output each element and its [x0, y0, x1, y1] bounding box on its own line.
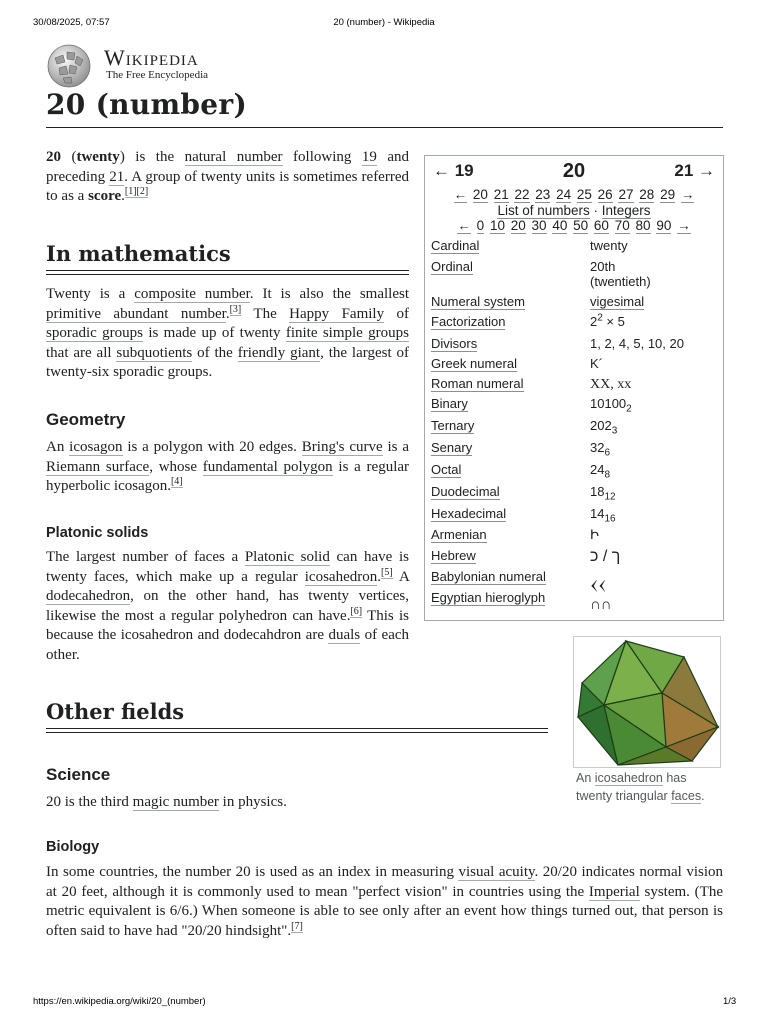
link-caption-icosahedron[interactable]: icosahedron: [594, 771, 663, 785]
wikipedia-wordmark: Wikipedia: [104, 45, 199, 70]
heading-science: Science: [46, 765, 111, 784]
link-fundamental-polygon[interactable]: fundamental polygon: [202, 458, 333, 475]
infobox-row-label[interactable]: Babylonian numeral: [431, 569, 546, 584]
infobox-row-value: ∩∩: [590, 596, 612, 613]
infobox-row-value: $202_3$: [590, 418, 618, 437]
infobox-row-label[interactable]: Cardinal: [431, 238, 480, 253]
infobox-nav-item[interactable]: ←: [453, 187, 468, 202]
infobox-nav-units: [425, 187, 723, 202]
infobox-nav-item[interactable]: →: [680, 187, 695, 202]
infobox-row-value: Κ´: [590, 356, 603, 371]
link-happy-family[interactable]: Happy Family: [289, 305, 385, 322]
link-magic-number[interactable]: magic number: [132, 794, 219, 810]
link-friendly-giant[interactable]: friendly giant: [237, 344, 321, 361]
link-integers[interactable]: Integers: [601, 203, 651, 218]
infobox-current-number: 20: [562, 160, 586, 182]
title-rule: [46, 127, 723, 128]
infobox-nav-item[interactable]: →: [677, 218, 691, 233]
infobox-row-value: $14_{16}$: [590, 506, 616, 525]
link-visual-acuity[interactable]: visual acuity: [458, 864, 535, 880]
infobox-row-label[interactable]: Duodecimal: [431, 484, 500, 499]
infobox-prev-link[interactable]: ← 19: [433, 161, 474, 180]
heading-platonic-solids: Platonic solids: [46, 525, 149, 541]
figure-caption: An icosahedron has twenty triangular faces.: [576, 771, 705, 803]
ref-4[interactable]: [4]: [170, 476, 183, 488]
heading-biology: Biology: [46, 839, 100, 855]
ref-1-2[interactable]: [1][2]: [124, 186, 149, 198]
infobox-nav-item[interactable]: 20: [472, 187, 488, 202]
section-rule: [46, 728, 548, 733]
wikipedia-globe-logo[interactable]: [45, 44, 95, 88]
infobox-row-value: $10100_2$: [590, 396, 632, 415]
infobox-nav-item[interactable]: 30: [531, 218, 547, 233]
infobox-row-label[interactable]: Binary: [431, 396, 468, 411]
link-finite-simple-groups[interactable]: finite simple groups: [285, 325, 410, 342]
print-page-number: 1/3: [723, 996, 737, 1007]
link-caption-faces[interactable]: faces: [671, 788, 702, 803]
link-dodecahedron[interactable]: dodecahedron: [46, 588, 131, 605]
infobox-row-value: [590, 294, 644, 309]
infobox-row-label[interactable]: Armenian: [431, 527, 487, 542]
infobox-row-label[interactable]: Egyptian hieroglyph: [431, 590, 546, 605]
infobox-nav-item[interactable]: 0: [476, 218, 485, 233]
number-infobox: [424, 155, 724, 621]
infobox-row-value: $2^2 \times 5$: [590, 312, 625, 329]
link-sporadic-groups[interactable]: sporadic groups: [46, 325, 143, 342]
separator-dot: ·: [593, 203, 598, 218]
icosahedron-drawing: [574, 637, 720, 767]
section-rule: [46, 270, 409, 275]
link-imperial[interactable]: Imperial: [588, 883, 640, 900]
infobox-nav-item[interactable]: 28: [639, 187, 655, 202]
bold-term-twenty: twenty: [76, 149, 120, 165]
biology-paragraph: In some countries, the number 20 is used as an index in measuring visual acuity. 20/20 indicates normal vision at 20 feet, although it is commonly used to mean "perfect vision" in countries using the Imperial system. (The metric equivalent is 6/6.) When someone is able to see only after an event how things turned out, that person is often said to have had "20/20 hindsight".[7]: [46, 864, 723, 939]
ref-6[interactable]: [6]: [350, 605, 363, 617]
heading-in-mathematics: In mathematics: [46, 241, 231, 266]
infobox-nav-item[interactable]: 25: [576, 187, 592, 202]
print-datetime: 30/08/2025, 07:57: [33, 17, 110, 28]
page-title: 20 (number): [46, 88, 247, 121]
infobox-row-label[interactable]: Ternary: [431, 418, 475, 433]
infobox-row-value: 𒌋𒌋: [590, 578, 607, 593]
infobox-nav-item[interactable]: 70: [614, 218, 630, 233]
heading-geometry: Geometry: [46, 410, 126, 429]
infobox-row-value: 1, 2, 4, 5, 10, 20: [590, 336, 684, 351]
infobox-row-value: 20th (twentieth): [590, 259, 651, 289]
infobox-nav-item[interactable]: 50: [573, 218, 589, 233]
infobox-row-value: $32_6$: [590, 440, 611, 459]
infobox-row-value: ך / כ: [590, 548, 621, 565]
link-composite-number[interactable]: composite number: [134, 286, 250, 302]
infobox-next-link[interactable]: 21 →: [674, 161, 715, 180]
link-icosahedron[interactable]: icosahedron: [304, 568, 378, 585]
mathematics-paragraph: Twenty is a composite number. It is also the smallest primitive abundant number.[3] The Happy Family of sporadic groups is made up of twenty finite simple groups that are all subquotients of the friendly giant, the largest of twenty-six sporadic groups.: [46, 286, 410, 381]
link-platonic-solid[interactable]: Platonic solid: [244, 549, 330, 565]
infobox-row-label[interactable]: Octal: [431, 462, 462, 477]
heading-other-fields: Other fields: [46, 699, 185, 724]
science-paragraph: 20 is the third magic number in physics.: [46, 794, 287, 810]
link-19[interactable]: 19: [361, 149, 377, 165]
infobox-row-label[interactable]: Divisors: [431, 336, 478, 351]
infobox-row-label[interactable]: Roman numeral: [431, 376, 524, 391]
icosahedron-image[interactable]: [573, 636, 721, 768]
wikipedia-tagline: The Free Encyclopedia: [106, 69, 209, 81]
link-natural-number[interactable]: natural number: [184, 149, 283, 165]
infobox-nav-item[interactable]: 26: [597, 187, 613, 202]
bold-term-score: score: [88, 188, 122, 205]
infobox-row-value: XX, xx: [590, 377, 632, 392]
link-icosagon[interactable]: icosagon: [69, 439, 123, 455]
infobox-row-label[interactable]: Numeral system: [431, 294, 525, 309]
link-primitive-abundant-number[interactable]: primitive abundant number: [46, 305, 226, 322]
infobox-row-label[interactable]: Senary: [431, 440, 473, 455]
link-21[interactable]: 21: [109, 168, 125, 185]
geometry-paragraph: An icosagon is a polygon with 20 edges. Bring's curve is a Riemann surface, whose fundamental polygon is a regular hyperbolic icosagon.[4]: [46, 439, 410, 495]
link-subquotients[interactable]: subquotients: [116, 344, 193, 361]
infobox-row-label[interactable]: Greek numeral: [431, 356, 517, 371]
infobox-row-label[interactable]: Hexadecimal: [431, 506, 507, 521]
link-vigesimal[interactable]: vigesimal: [590, 294, 645, 309]
infobox-nav-item[interactable]: 10: [489, 218, 505, 233]
infobox-row-label[interactable]: Hebrew: [431, 548, 476, 563]
intro-paragraph: 20 (twenty) is the natural number following 19 and preceding 21. A group of twenty units is sometimes referred to as a score.[1][2]: [46, 149, 409, 205]
infobox-row-value: Ի: [590, 527, 599, 542]
infobox-nav-item[interactable]: 20: [510, 218, 526, 233]
ref-3[interactable]: [3]: [229, 303, 242, 315]
infobox-row-label[interactable]: Ordinal: [431, 259, 473, 274]
infobox-nav-item[interactable]: 27: [618, 187, 634, 202]
infobox-nav-item[interactable]: 24: [556, 187, 572, 202]
ref-5[interactable]: [5]: [380, 566, 393, 578]
infobox-list-links: [425, 203, 723, 218]
infobox-row-value: twenty: [590, 238, 628, 253]
infobox-nav-item[interactable]: 29: [660, 187, 676, 202]
infobox-nav-item[interactable]: 21: [493, 187, 509, 202]
link-list-of-numbers[interactable]: List of numbers: [497, 203, 590, 218]
infobox-row-label[interactable]: Factorization: [431, 314, 506, 329]
ref-7[interactable]: [7]: [291, 920, 303, 932]
print-title: 20 (number) - Wikipedia: [333, 17, 435, 28]
infobox-nav-item[interactable]: 60: [593, 218, 609, 233]
infobox-nav-tens: [425, 218, 723, 233]
infobox-nav-item[interactable]: ←: [457, 218, 471, 233]
infobox-row-value: $24_8$: [590, 462, 611, 481]
print-url: https://en.wikipedia.org/wiki/20_(number): [33, 996, 206, 1007]
link-brings-curve[interactable]: Bring's curve: [301, 439, 383, 455]
infobox-nav-item[interactable]: 22: [514, 187, 530, 202]
infobox-row-value: $18_{12}$: [590, 484, 616, 503]
link-riemann-surface[interactable]: Riemann surface: [46, 458, 150, 475]
infobox-nav-item[interactable]: 90: [656, 218, 672, 233]
infobox-nav-item[interactable]: 40: [552, 218, 568, 233]
bold-term: 20: [46, 149, 61, 165]
platonic-paragraph-a: The largest number of faces a Platonic solid can have is twenty faces, which make up a regular icosahedron.[5] A dodecahedron, on the other hand, has twenty vertices, likewise the most a regular polyhedron can have.[6] This is because the icosahedron and dodecahdron are duals of each other.: [46, 549, 410, 663]
link-duals[interactable]: duals: [328, 627, 361, 644]
infobox-nav-item[interactable]: 80: [635, 218, 651, 233]
infobox-nav-item[interactable]: 23: [535, 187, 551, 202]
